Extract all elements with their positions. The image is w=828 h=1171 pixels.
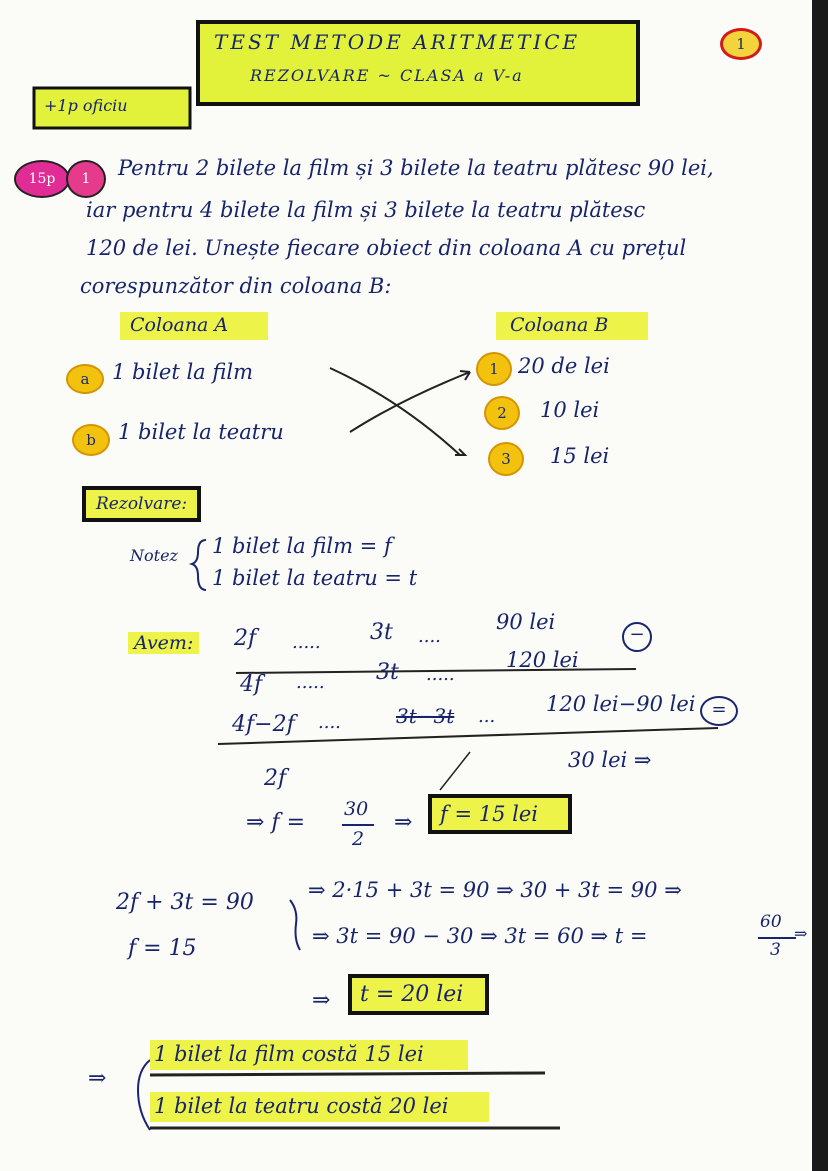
badge-b: b <box>72 424 110 456</box>
badge-3: 3 <box>488 442 524 476</box>
minus-circle: − <box>622 622 652 652</box>
page-number-badge: 1 <box>720 28 762 60</box>
row2-dots-2: ..... <box>426 664 455 685</box>
final-answer-film: 1 bilet la film costă 15 lei <box>150 1040 468 1070</box>
row1-dots-1: ..... <box>292 632 321 653</box>
system-eq-2: f = 15 <box>128 936 197 961</box>
final-arrow: ⇒ <box>88 1066 107 1091</box>
row1-mid: 3t <box>370 620 393 645</box>
column-b-item-2: 10 lei <box>540 398 600 422</box>
match-line-b-1 <box>350 372 470 432</box>
final-answer-teatru: 1 bilet la teatru costă 20 lei <box>150 1092 489 1122</box>
row3-mid: 3t−3t <box>396 704 455 728</box>
column-a-item-2: 1 bilet la teatru <box>118 420 284 444</box>
column-b-title: Coloana B <box>496 312 648 340</box>
row3-dots-2: ... <box>478 706 496 727</box>
t-arrow-after: ⇒ <box>794 924 808 943</box>
column-a-item-1: 1 bilet la film <box>112 360 254 384</box>
row2-mid: 3t <box>376 660 399 685</box>
system-eq-1: 2f + 3t = 90 <box>116 890 254 915</box>
row3-dots-1: .... <box>318 712 341 733</box>
t-denominator: 3 <box>770 940 781 960</box>
row3-left: 4f−2f <box>232 712 295 737</box>
f-result-box: f = 15 lei <box>428 794 572 834</box>
row2-left: 4f <box>240 672 263 697</box>
f-numerator: 30 <box>344 798 369 820</box>
bonus-point: +1p oficiu <box>44 96 128 115</box>
problem-line-4: corespunzător din coloana B: <box>80 274 392 298</box>
row1-dots-2: .... <box>418 626 441 647</box>
notation-f: 1 bilet la film = f <box>212 534 392 558</box>
t-prefix: ⇒ <box>312 988 331 1013</box>
badge-a: a <box>66 364 104 394</box>
match-line-a-3 <box>330 368 460 455</box>
row2-dots-1: ..... <box>296 672 325 693</box>
problem-number-badge: 1 <box>66 160 106 198</box>
test-title: TEST METODE ARITMETICE <box>214 30 581 54</box>
substitution-line-1: ⇒ 2·15 + 3t = 90 ⇒ 30 + 3t = 90 ⇒ <box>308 878 682 902</box>
test-subtitle: REZOLVARE ~ CLASA a V-a <box>250 66 524 85</box>
t-numerator: 60 <box>760 912 782 932</box>
row2-right: 120 lei <box>506 648 579 672</box>
badge-1: 1 <box>476 352 512 386</box>
row1-left: 2f <box>234 626 257 651</box>
f-denominator: 2 <box>352 828 365 850</box>
notation-t: 1 bilet la teatru = t <box>212 566 418 590</box>
f-calc: ⇒ f = <box>246 810 305 835</box>
notation-word: Notez <box>130 546 178 565</box>
points-badge: 15p <box>14 160 70 198</box>
row3-right: 120 lei−90 lei <box>546 692 696 716</box>
badge-2: 2 <box>484 396 520 430</box>
solution-label: Rezolvare: <box>82 486 201 522</box>
problem-line-1: Pentru 2 bilete la film și 3 bilete la teatru plătesc 90 lei, <box>118 156 714 180</box>
column-a-title: Coloana A <box>120 312 268 340</box>
t-result-box: t = 20 lei <box>348 974 489 1015</box>
problem-line-2: iar pentru 4 bilete la film și 3 bilete la teatru plătesc <box>86 198 646 222</box>
f-arrow: ⇒ <box>394 810 413 835</box>
problem-line-3: 120 de lei. Unește fiecare obiect din coloana A cu prețul <box>86 236 687 260</box>
column-b-item-1: 20 de lei <box>518 354 610 378</box>
equals-circle: = <box>700 696 738 726</box>
row4-left: 2f <box>264 766 287 791</box>
substitution-line-2: ⇒ 3t = 90 − 30 ⇒ 3t = 60 ⇒ t = <box>312 924 648 948</box>
column-b-item-3: 15 lei <box>550 444 610 468</box>
avem-label: Avem: <box>128 632 199 654</box>
row4-right: 30 lei ⇒ <box>568 748 652 772</box>
row1-right: 90 lei <box>496 610 556 634</box>
